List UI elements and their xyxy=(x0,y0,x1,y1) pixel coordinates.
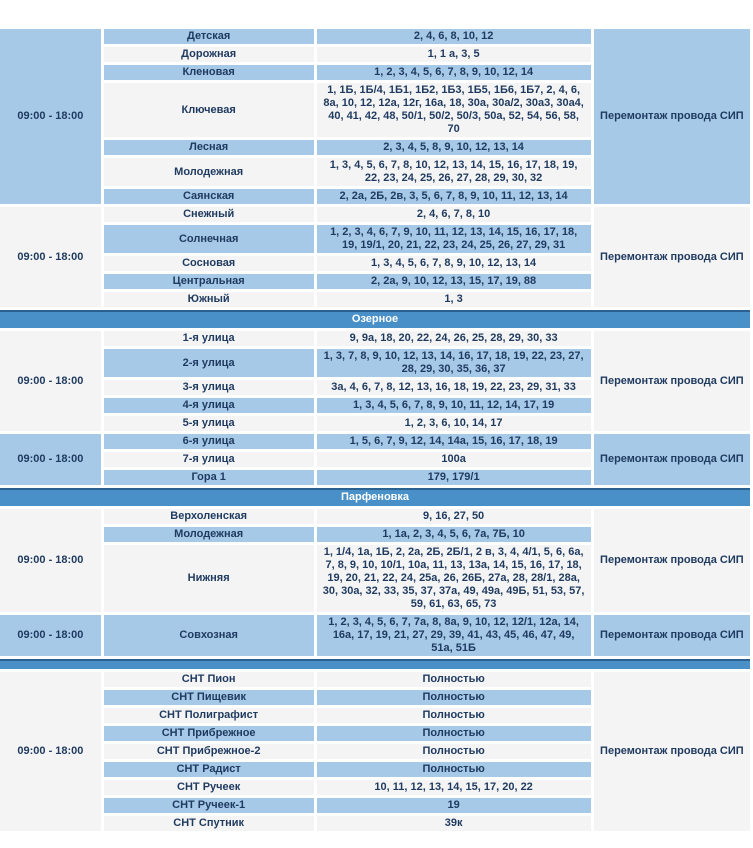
street-cell: Нижняя xyxy=(104,545,314,612)
houses-cell: Полностью xyxy=(317,708,591,723)
street-cell: СНТ Ручеек xyxy=(104,780,314,795)
street-cell: СНТ Полиграфист xyxy=(104,708,314,723)
houses-cell: Полностью xyxy=(317,690,591,705)
section-header: Озерное xyxy=(0,310,750,328)
houses-cell: 1, 1а, 2, 3, 4, 5, 6, 7а, 7Б, 10 xyxy=(317,527,591,542)
time-cell: 09:00 - 18:00 xyxy=(0,615,101,656)
houses-cell: 1, 1/4, 1а, 1Б, 2, 2а, 2Б, 2Б/1, 2 в, 3, 4, 4/1, 5, 6, 6а, 7, 8, 9, 10, 10/1, 10а, 11, 13, 13а, 14, 15, 16, 17, 18, 19, 20, 21, 22, 24, 25а, 26, 26Б, 27а, 28, 28/1, 28а, 30, 30а, 32, 33, 35, 37, 37а, 49, 49а, 49Б, 51, 53, 57, 59, 61, 63, 65, 73 xyxy=(317,545,591,612)
schedule-row xyxy=(0,434,750,449)
street-cell: Дорожная xyxy=(104,47,314,62)
houses-cell: Полностью xyxy=(317,726,591,741)
work-cell: Перемонтаж провода СИП xyxy=(594,434,750,485)
street-cell: Саянская xyxy=(104,189,314,204)
street-cell: 4-я улица xyxy=(104,398,314,413)
work-cell: Перемонтаж провода СИП xyxy=(594,509,750,612)
street-cell: Южный xyxy=(104,292,314,307)
houses-cell: 19 xyxy=(317,798,591,813)
houses-cell: 1, 3, 7, 8, 9, 10, 12, 13, 14, 16, 17, 18, 19, 22, 23, 27, 28, 29, 30, 35, 36, 37 xyxy=(317,349,591,377)
houses-cell: Полностью xyxy=(317,762,591,777)
street-cell: Лесная xyxy=(104,140,314,155)
street-cell: Солнечная xyxy=(104,225,314,253)
time-cell: 09:00 - 18:00 xyxy=(0,509,101,612)
time-cell: 09:00 - 18:00 xyxy=(0,672,101,831)
work-cell: Перемонтаж провода СИП xyxy=(594,207,750,307)
section-header-row xyxy=(0,488,750,506)
street-cell: СНТ Ручеек-1 xyxy=(104,798,314,813)
houses-cell: 9, 9а, 18, 20, 22, 24, 26, 25, 28, 29, 30, 33 xyxy=(317,331,591,346)
houses-cell: 2, 3, 4, 5, 8, 9, 10, 12, 13, 14 xyxy=(317,140,591,155)
houses-cell: 2, 2а, 2Б, 2в, 3, 5, 6, 7, 8, 9, 10, 11, 12, 13, 14 xyxy=(317,189,591,204)
section-header xyxy=(0,659,750,669)
section-header: Парфеновка xyxy=(0,488,750,506)
street-cell: 5-я улица xyxy=(104,416,314,431)
street-cell: СНТ Радист xyxy=(104,762,314,777)
houses-cell: 1, 1Б, 1Б/4, 1Б1, 1Б2, 1Б3, 1Б5, 1Б6, 1Б7, 2, 4, 6, 8а, 10, 12, 12а, 12г, 16а, 18, 30а, 30а/2, 30а3, 30а4, 40, 41, 42, 48, 50/1, 50/2, 50/3, 50а, 52, 54, 56, 58, 70 xyxy=(317,83,591,137)
schedule-row xyxy=(0,207,750,222)
street-cell: Молодежная xyxy=(104,158,314,186)
street-cell: СНТ Пищевик xyxy=(104,690,314,705)
houses-cell: 2, 4, 6, 8, 10, 12 xyxy=(317,29,591,44)
houses-cell: 2, 2а, 9, 10, 12, 13, 15, 17, 19, 88 xyxy=(317,274,591,289)
street-cell: СНТ Прибрежное-2 xyxy=(104,744,314,759)
houses-cell: 3а, 4, 6, 7, 8, 12, 13, 16, 18, 19, 22, 23, 29, 31, 33 xyxy=(317,380,591,395)
street-cell: 1-я улица xyxy=(104,331,314,346)
houses-cell: 1, 3, 4, 5, 6, 7, 8, 10, 12, 13, 14, 15, 16, 17, 18, 19, 22, 23, 24, 25, 26, 27, 28, 29, 30, 32 xyxy=(317,158,591,186)
street-cell: Сосновая xyxy=(104,256,314,271)
houses-cell: 10, 11, 12, 13, 14, 15, 17, 20, 22 xyxy=(317,780,591,795)
section-header-row xyxy=(0,310,750,328)
street-cell: 2-я улица xyxy=(104,349,314,377)
street-cell: Совхозная xyxy=(104,615,314,656)
houses-cell: 2, 4, 6, 7, 8, 10 xyxy=(317,207,591,222)
houses-cell: 1, 5, 6, 7, 9, 12, 14, 14а, 15, 16, 17, 18, 19 xyxy=(317,434,591,449)
houses-cell: 1, 3, 4, 5, 6, 7, 8, 9, 10, 12, 13, 14 xyxy=(317,256,591,271)
street-cell: Снежный xyxy=(104,207,314,222)
schedule-row xyxy=(0,29,750,44)
houses-cell: Полностью xyxy=(317,744,591,759)
street-cell: 3-я улица xyxy=(104,380,314,395)
street-cell: Верхоленская xyxy=(104,509,314,524)
houses-cell: 179, 179/1 xyxy=(317,470,591,485)
work-cell: Перемонтаж провода СИП xyxy=(594,29,750,204)
houses-cell: Полностью xyxy=(317,672,591,687)
houses-cell: 9, 16, 27, 50 xyxy=(317,509,591,524)
houses-cell: 1, 2, 3, 4, 5, 6, 7, 8, 9, 10, 12, 14 xyxy=(317,65,591,80)
section-header-row xyxy=(0,659,750,669)
houses-cell: 100а xyxy=(317,452,591,467)
houses-cell: 1, 1 а, 3, 5 xyxy=(317,47,591,62)
time-cell: 09:00 - 18:00 xyxy=(0,207,101,307)
street-cell: СНТ Спутник xyxy=(104,816,314,831)
street-cell: Кленовая xyxy=(104,65,314,80)
street-cell: СНТ Прибрежное xyxy=(104,726,314,741)
time-cell: 09:00 - 18:00 xyxy=(0,331,101,431)
street-cell: Молодежная xyxy=(104,527,314,542)
street-cell: Ключевая xyxy=(104,83,314,137)
schedule-row xyxy=(0,615,750,656)
outage-schedule-table xyxy=(0,26,753,834)
schedule-body xyxy=(0,29,750,831)
schedule-row xyxy=(0,672,750,687)
houses-cell: 1, 3 xyxy=(317,292,591,307)
street-cell: СНТ Пион xyxy=(104,672,314,687)
houses-cell: 39к xyxy=(317,816,591,831)
street-cell: Детская xyxy=(104,29,314,44)
houses-cell: 1, 2, 3, 4, 5, 6, 7, 7а, 8, 8а, 9, 10, 12, 12/1, 12а, 14, 16а, 17, 19, 21, 27, 29, 39, 41, 43, 45, 46, 47, 49, 51а, 51Б xyxy=(317,615,591,656)
street-cell: 7-я улица xyxy=(104,452,314,467)
street-cell: Центральная xyxy=(104,274,314,289)
street-cell: Гора 1 xyxy=(104,470,314,485)
houses-cell: 1, 2, 3, 6, 10, 14, 17 xyxy=(317,416,591,431)
schedule-row xyxy=(0,331,750,346)
work-cell: Перемонтаж провода СИП xyxy=(594,331,750,431)
work-cell: Перемонтаж провода СИП xyxy=(594,615,750,656)
work-cell: Перемонтаж провода СИП xyxy=(594,672,750,831)
time-cell: 09:00 - 18:00 xyxy=(0,434,101,485)
time-cell: 09:00 - 18:00 xyxy=(0,29,101,204)
street-cell: 6-я улица xyxy=(104,434,314,449)
schedule-row xyxy=(0,509,750,524)
houses-cell: 1, 2, 3, 4, 6, 7, 9, 10, 11, 12, 13, 14, 15, 16, 17, 18, 19, 19/1, 20, 21, 22, 23, 24, 25, 26, 27, 29, 31 xyxy=(317,225,591,253)
houses-cell: 1, 3, 4, 5, 6, 7, 8, 9, 10, 11, 12, 14, 17, 19 xyxy=(317,398,591,413)
outage-schedule-page xyxy=(0,26,750,848)
